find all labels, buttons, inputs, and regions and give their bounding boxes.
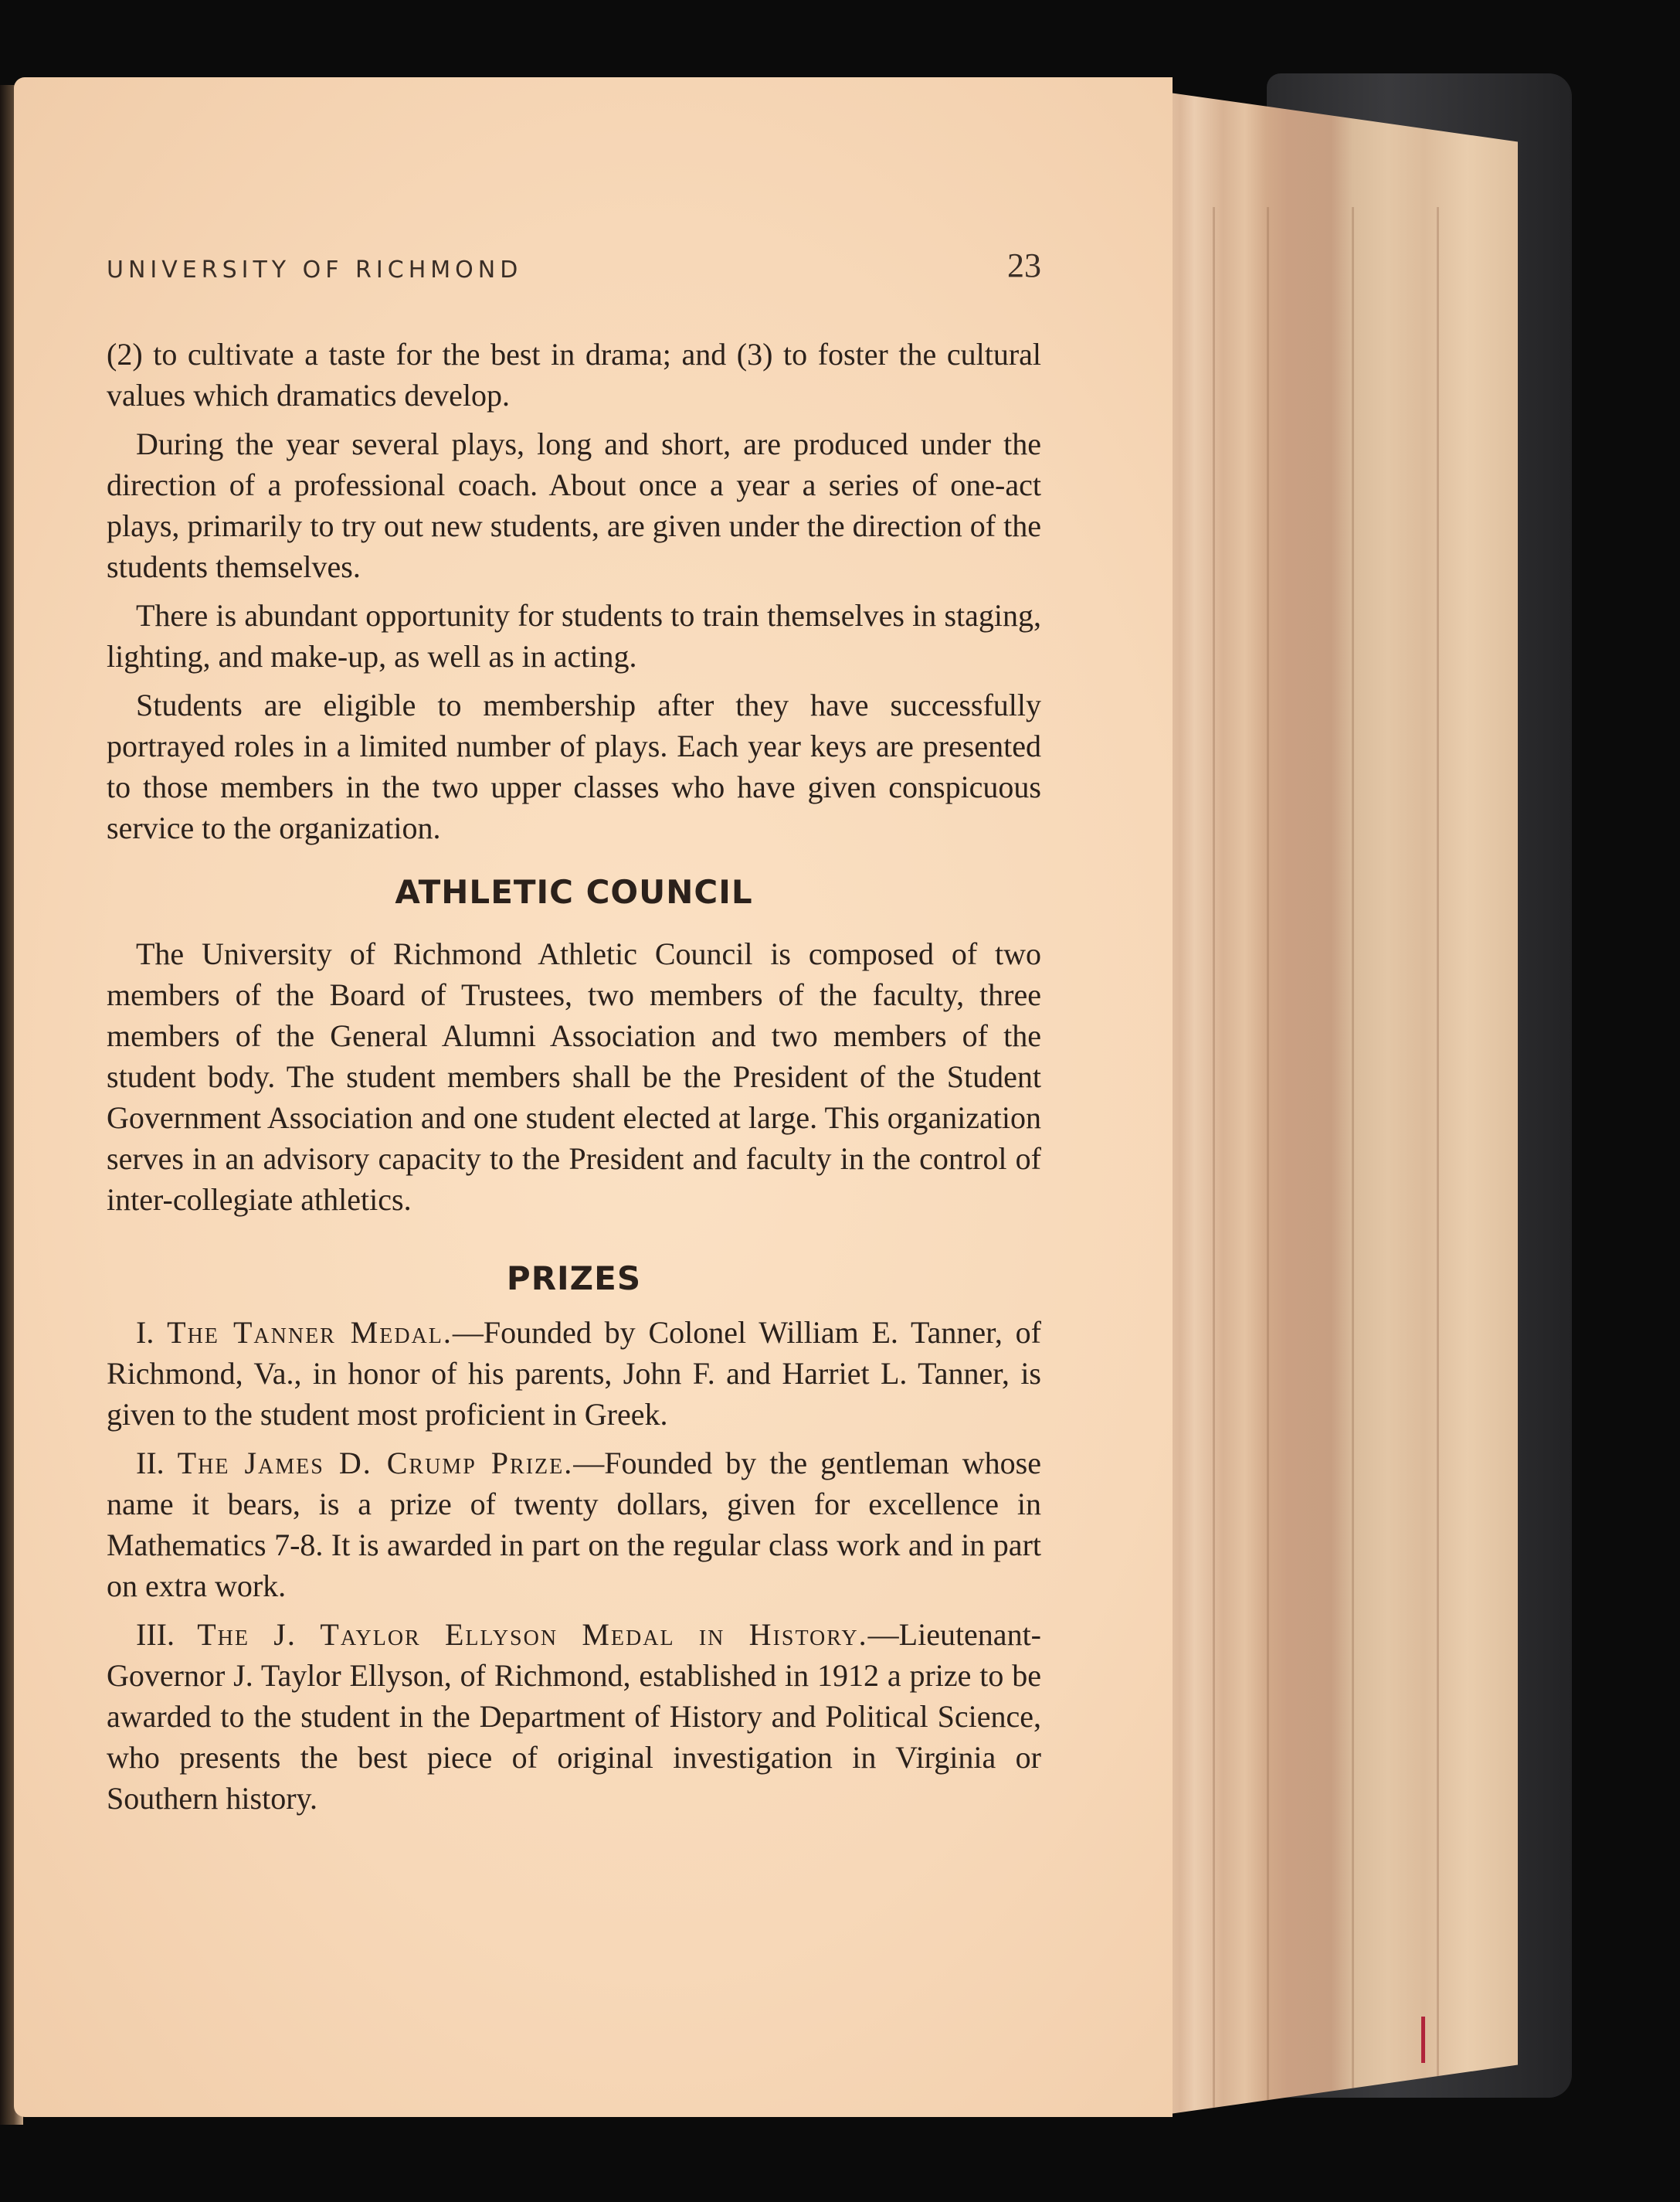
paragraph: (2) to cultivate a taste for the best in drama; and (3) to foster the cultural values which dramatics develop. xyxy=(107,337,1041,413)
prize-title: The J. Taylor Ellyson Medal in History. xyxy=(197,1617,868,1652)
prize-text: —Founded by Colonel William E. Tanner, of Richmond, Va., in honor of his parents, John F. and Harriet L. Tanner, is given to the student most proficient in Greek. xyxy=(107,1315,1042,1432)
page-edge-line xyxy=(1267,207,1269,2185)
prize-text: —Founded by the gentleman whose name it bears, is a prize of twenty dollars, given for excellence in Mathematics 7-8. It is awarded in part on the regular class work and in part on extra work. xyxy=(107,1446,1041,1603)
athletic-council-section xyxy=(107,933,1041,1228)
page-edges xyxy=(1159,91,1518,2115)
prize-number: I. xyxy=(136,1315,154,1350)
prize-title: The James D. Crump Prize. xyxy=(177,1446,574,1480)
prize-item xyxy=(107,1614,1041,1819)
paragraph: There is abundant opportunity for students to train themselves in staging, lighting, and make-up, as well as in acting. xyxy=(107,598,1041,674)
prize-item xyxy=(107,1312,1041,1435)
running-head xyxy=(107,246,1041,303)
book-page xyxy=(14,77,1173,2117)
page-edge-line xyxy=(1213,207,1215,2185)
page-edge-line xyxy=(1352,207,1354,2185)
paragraph: During the year several plays, long and short, are produced under the direction of a professional coach. About once a year a series of one-act plays, primarily to try out new students, are given under the direction of the students themselves. xyxy=(107,426,1041,584)
page-edge-line xyxy=(1437,207,1439,2185)
prizes-section xyxy=(107,1312,1041,1827)
prize-title: The Tanner Medal. xyxy=(167,1315,453,1350)
prize-number: II. xyxy=(136,1446,165,1480)
prize-text: —Lieutenant-Governor J. Taylor Ellyson, of Richmond, established in 1912 a prize to be awarded to the student in the Department of History and Political Science, who presents the best piece of original investigation in Virginia or Southern history. xyxy=(107,1617,1041,1816)
dramatics-section xyxy=(107,334,1041,856)
athletic-council-heading: ATHLETIC COUNCIL xyxy=(395,873,753,911)
page-edge-mark xyxy=(1421,2017,1425,2063)
prize-item xyxy=(107,1443,1041,1606)
paragraph: Students are eligible to membership after they have successfully portrayed roles in a limited number of plays. Each year keys are presented to those members in the two upper classes who have given conspicuous service to the organization. xyxy=(107,688,1041,845)
page-number: 23 xyxy=(1007,246,1041,284)
paragraph: The University of Richmond Athletic Council is composed of two members of the Board of Trustees, two members of the faculty, three members of the General Alumni Association and two members of the student body. The student members shall be the President of the Student Government Association and one student elected at large. This organization serves in an advisory capacity to the President and faculty in the control of inter-collegiate athletics. xyxy=(107,936,1041,1217)
prizes-heading: PRIZES xyxy=(506,1259,642,1297)
running-head-title: UNIVERSITY OF RICHMOND xyxy=(107,257,523,284)
prize-number: III. xyxy=(136,1617,175,1652)
